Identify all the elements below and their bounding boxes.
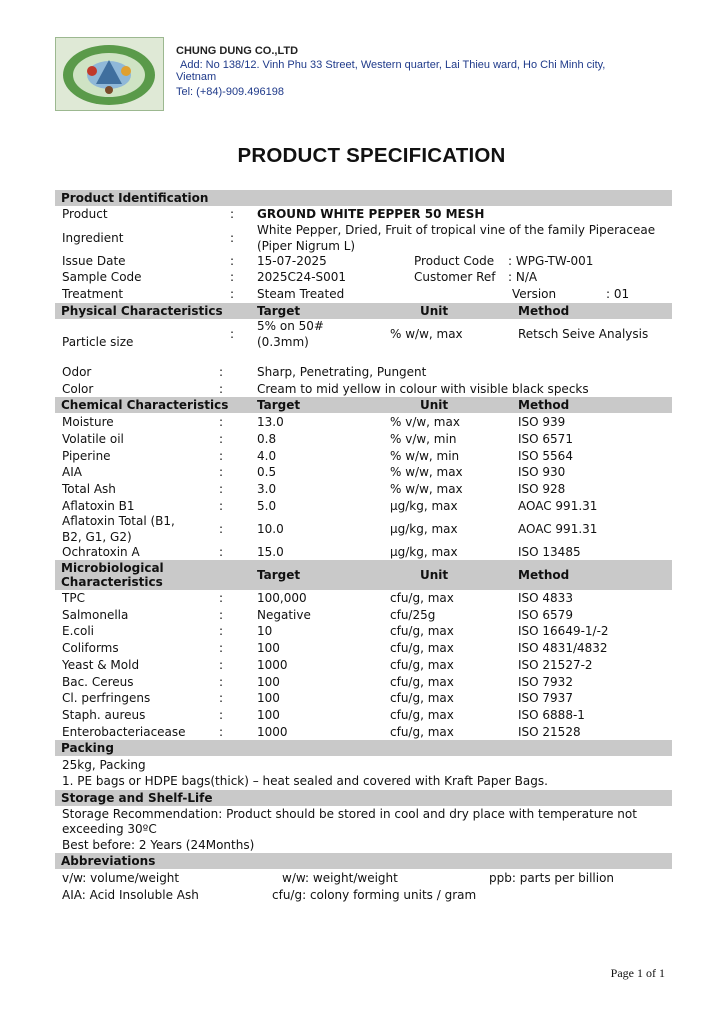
row-colon: : bbox=[219, 641, 224, 656]
row-colon: : bbox=[219, 691, 224, 706]
header-target: Target bbox=[257, 304, 301, 318]
table-row bbox=[0, 623, 725, 639]
row-sample-code bbox=[0, 269, 725, 285]
address-line-1: Add: No 138/12. Vinh Phu 33 Street, Western quarter, Lai Thieu ward, Ho Chi Minh city, bbox=[180, 59, 606, 71]
row-target: 100 bbox=[257, 707, 280, 722]
row-label: Sample Code bbox=[62, 270, 142, 284]
row-particle-size bbox=[0, 334, 725, 350]
row-target: 100 bbox=[257, 674, 280, 689]
row-label: Product bbox=[62, 207, 108, 221]
header-method: Method bbox=[518, 398, 570, 412]
row-method: ISO 7937 bbox=[518, 691, 573, 706]
row-colon: : bbox=[219, 674, 224, 689]
product-name: GROUND WHITE PEPPER 50 MESH bbox=[257, 207, 485, 221]
header-method: Method bbox=[518, 304, 570, 318]
row-label: Ingredient bbox=[62, 231, 124, 245]
logo-graphic bbox=[56, 38, 163, 110]
abbrev-row-1 bbox=[0, 870, 725, 886]
row-colon: : bbox=[219, 365, 224, 379]
row-unit: % w/w, max bbox=[390, 465, 463, 480]
section-product-identification bbox=[55, 190, 672, 206]
section-heading: Packing bbox=[61, 741, 114, 755]
row-colon: : bbox=[219, 707, 224, 722]
row-unit: cfu/g, max bbox=[390, 724, 454, 739]
row-colon: : bbox=[230, 270, 235, 284]
row-issue-date bbox=[0, 253, 725, 269]
row-method: ISO 7932 bbox=[518, 674, 573, 689]
row-colon: : bbox=[219, 607, 224, 622]
row-colon: : bbox=[219, 482, 224, 497]
row-colon: : bbox=[219, 499, 224, 513]
packing-line-2: 1. PE bags or HDPE bags(thick) – heat sealed and covered with Kraft Paper Bags. bbox=[62, 774, 548, 788]
row-label: Aflatoxin B1 bbox=[62, 499, 135, 513]
particle-target-2: (0.3mm) bbox=[257, 335, 309, 349]
row-colon: : bbox=[219, 415, 224, 429]
row-colon: : bbox=[219, 657, 224, 672]
section-heading: Storage and Shelf-Life bbox=[61, 791, 213, 805]
row-label: Coliforms bbox=[62, 641, 119, 656]
row-ingredient-line2 bbox=[0, 238, 725, 254]
table-row bbox=[0, 607, 725, 623]
row-unit: cfu/g, max bbox=[390, 707, 454, 722]
row-colon: : bbox=[219, 465, 224, 480]
version-value: : 01 bbox=[606, 287, 630, 301]
heading-line-1: Microbiological bbox=[61, 561, 164, 575]
row-aflatoxin-total-line2 bbox=[0, 529, 725, 545]
row-colon: : bbox=[219, 591, 224, 605]
row-target: 100 bbox=[257, 641, 280, 656]
section-abbreviations bbox=[55, 853, 672, 869]
row-method: ISO 5564 bbox=[518, 448, 573, 463]
row-target: 100 bbox=[257, 691, 280, 706]
abbrev-vw: v/w: volume/weight bbox=[62, 871, 180, 885]
table-row bbox=[0, 414, 725, 430]
row-method: ISO 4833 bbox=[518, 591, 573, 605]
abbrev-ppb: ppb: parts per billion bbox=[489, 871, 615, 885]
row-colon: : bbox=[230, 231, 235, 245]
row-label: Enterobacteriacease bbox=[62, 724, 186, 739]
afla-total-unit: µg/kg, max bbox=[390, 522, 458, 536]
header-target: Target bbox=[257, 568, 301, 582]
abbrev-aia: AIA: Acid Insoluble Ash bbox=[62, 888, 199, 902]
row-target: 100,000 bbox=[257, 591, 307, 605]
row-method: ISO 21528 bbox=[518, 724, 581, 739]
row-target: Negative bbox=[257, 607, 311, 622]
row-unit: % w/w, min bbox=[390, 448, 460, 463]
physical-column-headers bbox=[0, 303, 725, 319]
address-line-2: Vietnam bbox=[176, 71, 217, 83]
row-method: ISO 6579 bbox=[518, 607, 573, 622]
odor-value: Sharp, Penetrating, Pungent bbox=[257, 365, 427, 379]
product-code-label: Product Code bbox=[414, 254, 495, 268]
ochra-unit: µg/kg, max bbox=[390, 545, 458, 559]
row-colon: : bbox=[219, 724, 224, 739]
row-label: Piperine bbox=[62, 448, 111, 463]
row-colon: : bbox=[230, 287, 235, 301]
table-row bbox=[0, 481, 725, 497]
particle-method: Retsch Seive Analysis bbox=[518, 327, 649, 341]
table-row bbox=[0, 590, 725, 606]
row-unit: cfu/g, max bbox=[390, 674, 454, 689]
row-label: Volatile oil bbox=[62, 431, 124, 446]
company-phone: Tel: (+84)-909.496198 bbox=[176, 86, 284, 98]
row-unit: cfu/g, max bbox=[390, 591, 454, 605]
page-number: Page 1 of 1 bbox=[610, 966, 665, 980]
row-label: Salmonella bbox=[62, 607, 129, 622]
product-code-value: : WPG-TW-001 bbox=[508, 254, 594, 268]
header-unit: Unit bbox=[420, 398, 449, 412]
table-row bbox=[0, 498, 725, 514]
row-target: 0.5 bbox=[257, 465, 277, 480]
storage-line-3: Best before: 2 Years (24Months) bbox=[62, 838, 255, 852]
row-colon: : bbox=[219, 624, 224, 639]
row-colon: : bbox=[230, 207, 235, 221]
row-colon: : bbox=[219, 448, 224, 463]
row-method: ISO 930 bbox=[518, 465, 566, 480]
row-label: AIA bbox=[62, 465, 82, 480]
row-odor bbox=[0, 364, 725, 380]
row-method: ISO 4831/4832 bbox=[518, 641, 608, 656]
table-row bbox=[0, 674, 725, 690]
customer-ref-label: Customer Ref bbox=[414, 270, 496, 284]
company-address bbox=[176, 59, 676, 83]
ingredient-value-2: (Piper Nigrum L) bbox=[257, 239, 356, 253]
row-method: ISO 939 bbox=[518, 415, 566, 429]
row-target: 0.8 bbox=[257, 431, 277, 446]
header-method: Method bbox=[518, 568, 570, 582]
row-method: ISO 16649-1/-2 bbox=[518, 624, 609, 639]
row-unit: % v/w, max bbox=[390, 415, 460, 429]
row-ochratoxin bbox=[0, 544, 725, 560]
row-label: B2, G1, G2) bbox=[62, 530, 132, 544]
company-logo bbox=[55, 37, 164, 111]
ochra-method: ISO 13485 bbox=[518, 545, 581, 559]
table-row bbox=[0, 657, 725, 673]
treatment-value: Steam Treated bbox=[257, 287, 345, 301]
section-storage bbox=[55, 790, 672, 806]
afla-total-target: 10.0 bbox=[257, 522, 284, 536]
row-colon: : bbox=[219, 545, 224, 559]
particle-unit: % w/w, max bbox=[390, 327, 463, 341]
table-row bbox=[0, 448, 725, 464]
row-colon: : bbox=[219, 431, 224, 446]
row-target: 1000 bbox=[257, 724, 288, 739]
row-label: Bac. Cereus bbox=[62, 674, 134, 689]
color-value: Cream to mid yellow in colour with visible black specks bbox=[257, 382, 589, 396]
row-colon: : bbox=[219, 382, 224, 396]
heading-line-2: Characteristics bbox=[61, 575, 163, 589]
abbrev-cfu: cfu/g: colony forming units / gram bbox=[272, 888, 477, 902]
micro-column-headers bbox=[0, 567, 725, 583]
header-target: Target bbox=[257, 398, 301, 412]
row-unit: cfu/25g bbox=[390, 607, 436, 622]
section-packing bbox=[55, 740, 672, 756]
company-name: CHUNG DUNG CO.,LTD bbox=[176, 45, 299, 57]
customer-ref-value: : N/A bbox=[508, 270, 538, 284]
section-heading: Physical Characteristics bbox=[61, 304, 223, 318]
row-target: 3.0 bbox=[257, 482, 277, 497]
row-colon: : bbox=[230, 254, 235, 268]
row-label: Ochratoxin A bbox=[62, 545, 140, 559]
row-unit: µg/kg, max bbox=[390, 499, 458, 513]
issue-date-value: 15-07-2025 bbox=[257, 254, 327, 268]
abbrev-row-2 bbox=[0, 887, 725, 903]
table-row bbox=[0, 464, 725, 480]
version-label: Version bbox=[512, 287, 557, 301]
row-label: Odor bbox=[62, 365, 92, 379]
row-colon: : bbox=[219, 522, 224, 536]
row-label: Total Ash bbox=[62, 482, 116, 497]
section-heading: Chemical Characteristics bbox=[61, 398, 229, 412]
particle-target: 5% on 50# bbox=[257, 319, 324, 333]
row-unit: cfu/g, max bbox=[390, 657, 454, 672]
table-row bbox=[0, 431, 725, 447]
sample-code-value: 2025C24-S001 bbox=[257, 270, 347, 284]
row-label: Moisture bbox=[62, 415, 114, 429]
row-method: ISO 928 bbox=[518, 482, 566, 497]
table-row bbox=[0, 690, 725, 706]
row-colon: : bbox=[230, 327, 235, 341]
row-label: Treatment bbox=[62, 287, 124, 301]
row-label: Cl. perfringens bbox=[62, 691, 151, 706]
table-row bbox=[0, 724, 725, 740]
row-target: 10 bbox=[257, 624, 273, 639]
page-title: PRODUCT SPECIFICATION bbox=[237, 144, 506, 167]
row-target: 1000 bbox=[257, 657, 288, 672]
abbrev-ww: w/w: weight/weight bbox=[282, 871, 398, 885]
row-unit: cfu/g, max bbox=[390, 691, 454, 706]
row-unit: % w/w, max bbox=[390, 482, 463, 497]
row-unit: cfu/g, max bbox=[390, 641, 454, 656]
row-product bbox=[0, 206, 725, 222]
afla-total-method: AOAC 991.31 bbox=[518, 522, 598, 536]
section-heading: Product Identification bbox=[61, 191, 209, 205]
table-row bbox=[0, 707, 725, 723]
storage-line-2: exceeding 30ºC bbox=[62, 822, 157, 836]
row-ingredient-line1 bbox=[0, 222, 725, 238]
storage-line-1: Storage Recommendation: Product should be stored in cool and dry place with temperature not bbox=[62, 807, 637, 821]
row-label: Color bbox=[62, 382, 94, 396]
row-method: ISO 6888-1 bbox=[518, 707, 585, 722]
row-label: Yeast & Mold bbox=[62, 657, 140, 672]
row-label: TPC bbox=[62, 591, 85, 605]
row-target: 13.0 bbox=[257, 415, 284, 429]
row-label: Staph. aureus bbox=[62, 707, 146, 722]
ingredient-value: White Pepper, Dried, Fruit of tropical vine of the family Piperaceae bbox=[257, 223, 656, 237]
packing-line-1: 25kg, Packing bbox=[62, 758, 146, 772]
ochra-target: 15.0 bbox=[257, 545, 284, 559]
row-method: AOAC 991.31 bbox=[518, 499, 598, 513]
chemical-column-headers bbox=[0, 397, 725, 413]
row-method: ISO 6571 bbox=[518, 431, 573, 446]
header-unit: Unit bbox=[420, 568, 449, 582]
row-method: ISO 21527-2 bbox=[518, 657, 593, 672]
row-target: 5.0 bbox=[257, 499, 277, 513]
row-label: E.coli bbox=[62, 624, 95, 639]
table-row bbox=[0, 640, 725, 656]
header-unit: Unit bbox=[420, 304, 449, 318]
row-label: Issue Date bbox=[62, 254, 126, 268]
row-unit: % v/w, min bbox=[390, 431, 457, 446]
row-label: Aflatoxin Total (B1, bbox=[62, 514, 175, 528]
section-heading: Abbreviations bbox=[61, 854, 156, 868]
row-target: 4.0 bbox=[257, 448, 277, 463]
row-treatment bbox=[0, 286, 725, 302]
row-unit: cfu/g, max bbox=[390, 624, 454, 639]
row-label: Particle size bbox=[62, 335, 134, 349]
row-color bbox=[0, 381, 725, 397]
